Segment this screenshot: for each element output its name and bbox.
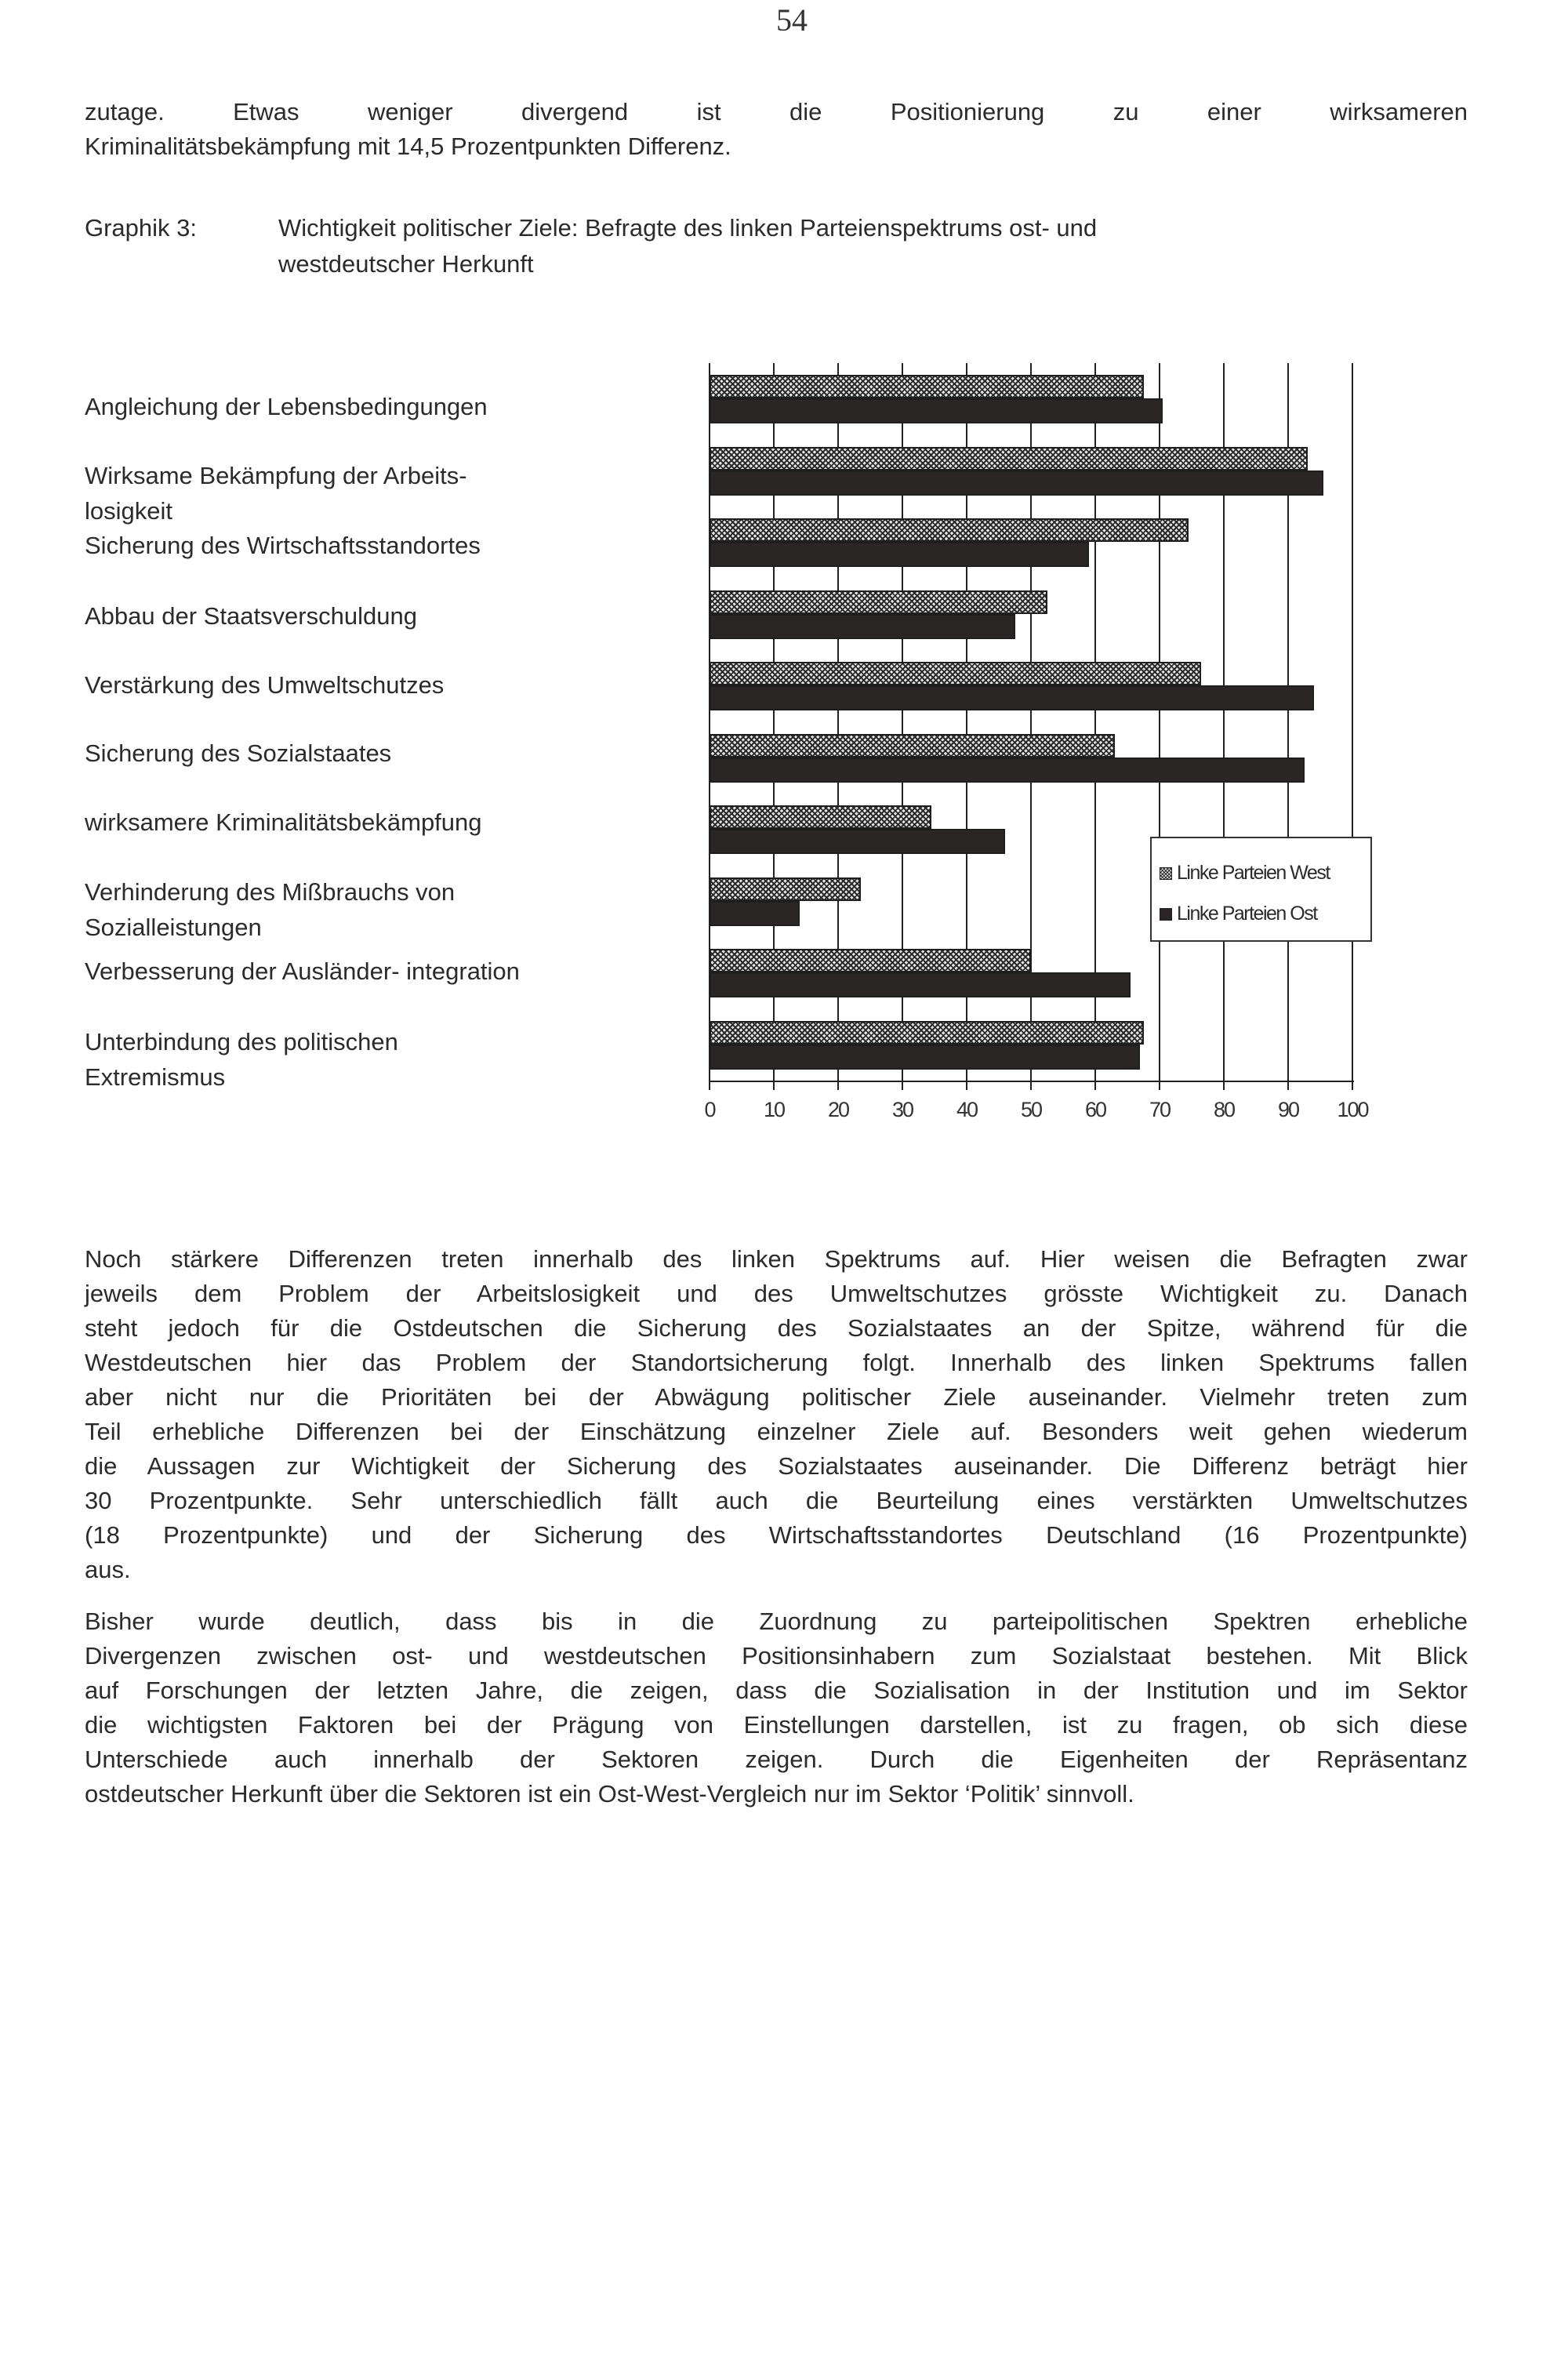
bar-east xyxy=(710,471,1323,496)
text-line: ostdeutscher Herkunft über die Sektoren ist ein Ost-West-Vergleich nur im Sektor ‘Politik’ sinnvoll. xyxy=(85,1780,1134,1808)
category-label-line: Wirksame Bekämpfung der Arbeits- xyxy=(85,462,467,489)
bar-west xyxy=(710,805,931,829)
gridline xyxy=(1352,363,1353,1090)
bar-east xyxy=(710,901,800,926)
text-line: zutage. Etwas weniger divergend ist die Positionierung zu einer wirksameren xyxy=(85,98,1468,125)
bar-east xyxy=(710,829,1005,854)
category-label xyxy=(85,528,481,563)
category-label-line: Verstärkung des Umweltschutzes xyxy=(85,671,445,699)
bar-east xyxy=(710,758,1305,783)
category-label-line: Sicherung des Wirtschaftsstandortes xyxy=(85,532,481,559)
category-label-line: losigkeit xyxy=(85,497,172,525)
bar-east xyxy=(710,685,1314,710)
text-line: steht jedoch für die Ostdeutschen die Sicherung des Sozialstaates an der Spitze, während für die xyxy=(85,1314,1468,1342)
legend-item-west xyxy=(1160,862,1330,885)
bar-west xyxy=(710,590,1047,614)
text-line: Westdeutschen hier das Problem der Standortsicherung folgt. Innerhalb des linken Spektrums fallen xyxy=(85,1349,1468,1376)
text-line: 30 Prozentpunkte. Sehr unterschiedlich fällt auch die Beurteilung eines verstärkten Umweltschutzes xyxy=(85,1487,1468,1514)
x-tick-label: 20 xyxy=(827,1098,849,1121)
bar-west xyxy=(710,447,1308,471)
text-line: die Aussagen zur Wichtigkeit der Sicherung des Sozialstaates auseinander. Die Differenz beträgt hier xyxy=(85,1452,1468,1480)
text-line: Bisher wurde deutlich, dass bis in die Zuordnung zu parteipolitischen Spektren erhebliche xyxy=(85,1608,1468,1635)
legend-item-east xyxy=(1160,903,1317,925)
bar-east xyxy=(710,542,1089,567)
category-label-line: wirksamere Kriminalitätsbekämpfung xyxy=(85,808,482,836)
x-tick-label: 100 xyxy=(1337,1098,1368,1121)
solid-swatch-icon xyxy=(1160,908,1172,921)
hatched-swatch-icon xyxy=(1160,867,1172,880)
bar-west xyxy=(710,662,1201,685)
caption-title-line: Wichtigkeit politischer Ziele: Befragte des linken Parteienspektrums ost- und xyxy=(278,214,1098,242)
page-number: 54 xyxy=(776,2,808,38)
bar-east xyxy=(710,614,1015,639)
bar-east xyxy=(710,972,1131,997)
bar-west xyxy=(710,949,1031,972)
category-label-line: Angleichung der Lebensbedingungen xyxy=(85,393,488,420)
legend-label-east: Linke Parteien Ost xyxy=(1177,903,1317,925)
legend-label-west: Linke Parteien West xyxy=(1177,862,1330,884)
text-line: Noch stärkere Differenzen treten innerhalb des linken Spektrums auf. Hier weisen die Befragten zwar xyxy=(85,1245,1468,1273)
x-tick-label: 0 xyxy=(704,1098,715,1121)
x-tick-label: 50 xyxy=(1020,1098,1042,1121)
bar-west xyxy=(710,734,1115,758)
text-line: jeweils dem Problem der Arbeitslosigkeit und des Umweltschutzes grösste Wichtigkeit zu. Danach xyxy=(85,1280,1468,1307)
category-label-line: Abbau der Staatsverschuldung xyxy=(85,602,417,630)
category-label xyxy=(85,458,467,529)
text-line: Divergenzen zwischen ost- und westdeutschen Positionsinhabern zum Sozialstaat bestehen. Mit Blick xyxy=(85,1642,1468,1669)
body-paragraph-1 xyxy=(85,1242,1468,1587)
text-line: Unterschiede auch innerhalb der Sektoren zeigen. Durch die Eigenheiten der Repräsentanz xyxy=(85,1746,1468,1773)
text-line: (18 Prozentpunkte) und der Sicherung des Wirtschaftsstandortes Deutschland (16 Prozentpunkte) xyxy=(85,1521,1468,1549)
category-label xyxy=(85,805,482,840)
category-label xyxy=(85,954,520,989)
text-line: Kriminalitätsbekämpfung mit 14,5 Prozentpunkten Differenz. xyxy=(85,133,731,160)
category-label xyxy=(85,736,391,771)
category-label-line: Verhinderung des Mißbrauchs von xyxy=(85,878,456,906)
bar-chart xyxy=(0,0,1568,1145)
x-tick-label: 40 xyxy=(956,1098,978,1121)
x-tick-label: 90 xyxy=(1277,1098,1299,1121)
bar-west xyxy=(710,375,1144,398)
plot-area xyxy=(710,363,1352,1081)
body-paragraph-2 xyxy=(85,1604,1468,1811)
bar-west xyxy=(710,1021,1144,1045)
bar-west xyxy=(710,877,861,901)
category-label xyxy=(85,667,444,703)
caption-label: Graphik 3: xyxy=(85,214,198,242)
x-tick-label: 70 xyxy=(1149,1098,1171,1121)
category-label-line: Extremismus xyxy=(85,1063,226,1091)
text-line: Teil erhebliche Differenzen bei der Einschätzung einzelner Ziele auf. Besonders weit gehen wiederum xyxy=(85,1418,1468,1445)
x-tick-label: 80 xyxy=(1213,1098,1235,1121)
category-label xyxy=(85,389,488,424)
category-label xyxy=(85,874,455,945)
bar-east xyxy=(710,398,1163,423)
text-line: die wichtigsten Faktoren bei der Prägung von Einstellungen darstellen, ist zu fragen, ob sich diese xyxy=(85,1711,1468,1739)
category-label-line: Unterbindung des politischen xyxy=(85,1028,398,1055)
x-tick-label: 60 xyxy=(1084,1098,1106,1121)
category-label xyxy=(85,598,417,634)
category-label-line: Verbesserung der Ausländer- integration xyxy=(85,957,520,985)
x-tick-label: 10 xyxy=(763,1098,785,1121)
bar-west xyxy=(710,518,1189,542)
category-label-line: Sicherung des Sozialstaates xyxy=(85,739,392,767)
text-line: aus. xyxy=(85,1556,131,1583)
text-line: aber nicht nur die Prioritäten bei der Abwägung politischer Ziele auseinander. Vielmehr treten zum xyxy=(85,1383,1468,1411)
bar-east xyxy=(710,1045,1140,1070)
category-label xyxy=(85,1024,398,1095)
category-label-line: Sozialleistungen xyxy=(85,914,262,941)
caption-title-line: westdeutscher Herkunft xyxy=(278,250,534,278)
x-tick-label: 30 xyxy=(891,1098,913,1121)
text-line: auf Forschungen der letzten Jahre, die zeigen, dass die Sozialisation in der Institution und im Sektor xyxy=(85,1677,1468,1704)
legend xyxy=(1150,837,1372,942)
x-axis-line xyxy=(710,1081,1354,1082)
